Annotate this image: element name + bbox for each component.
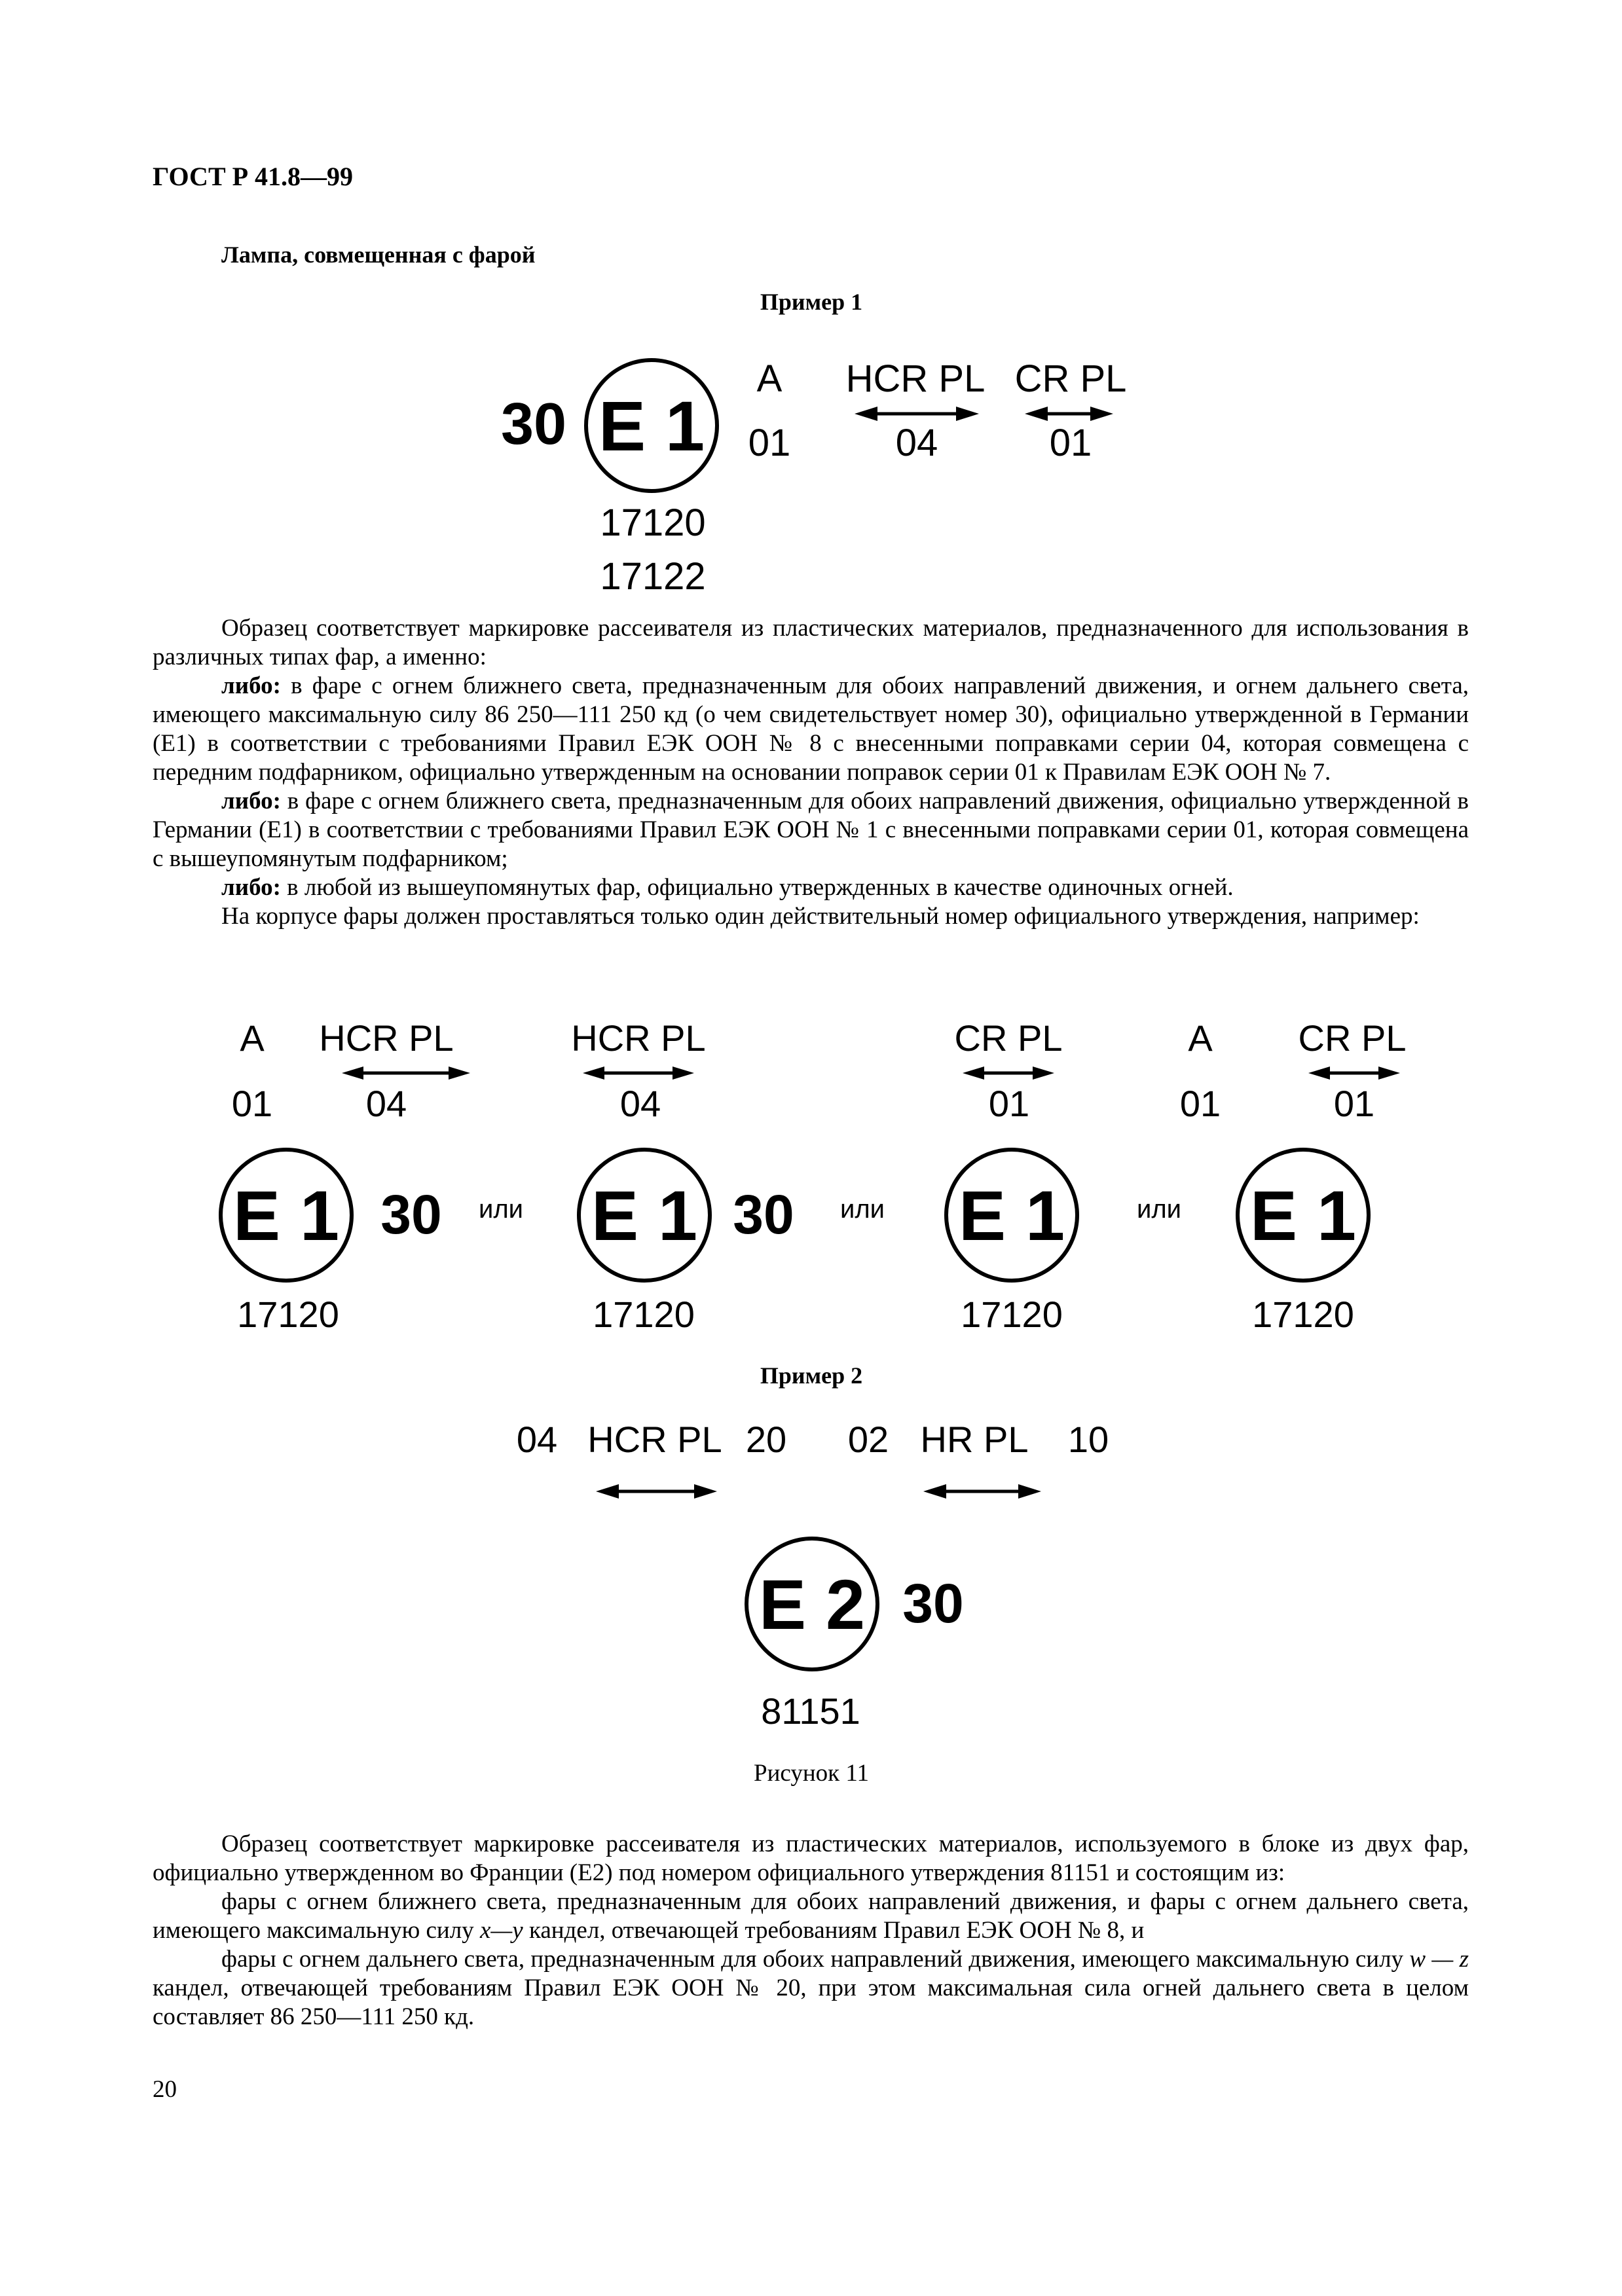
example2-marking (498, 1408, 1152, 1748)
example2-emblem: E 2 (758, 1565, 866, 1644)
example1-approval-1: 17120 (600, 501, 706, 544)
example2-g2-right: 10 (1067, 1419, 1109, 1460)
variant-1 (221, 1017, 523, 1335)
variants-row (196, 1008, 1441, 1349)
variant-1-emblem: E 1 (232, 1176, 340, 1255)
double-arrow-icon (923, 1484, 1041, 1499)
example1-marking (458, 327, 1179, 602)
variant-2-group-label: HCR PL (571, 1017, 706, 1059)
paragraph-1-either-2: либо: в фаре с огнем ближнего света, предназначенным для обоих направлений движения, официально утвержденной в Германии (E1) в соответствии с требованиями Правил ЕЭК ООН № 1 с внесенными поправками серии 01, которая совмещена с вышеупомянутым подфарником; (153, 788, 1469, 872)
variant-2-emblem: E 1 (591, 1176, 698, 1255)
paragraph-1-either-1: либо: в фаре с огнем ближнего света, предназначенным для обоих направлений движения, и огнем дальнего света, имеющего максимальную силу 86 250—111 250 кд (о чем свидетельствует номер 30), официально утвержденной в Германии (E1) в соответствии с требованиями Правил ЕЭК ООН № 8 с внесенными поправками серии 04, которая совмещена с передним подфарником, официально утвержденным на основании поправок серии 01 к Правилам ЕЭК ООН № 7. (153, 672, 1469, 786)
example2-g1-left: 04 (516, 1419, 558, 1460)
separator-ili: или (478, 1195, 524, 1224)
variant-1-approval: 17120 (237, 1294, 339, 1335)
variant-3-group-code: 01 (988, 1083, 1030, 1124)
variant-2-group-code: 04 (619, 1083, 661, 1124)
separator-ili: или (1136, 1195, 1182, 1224)
example1-group1-code: 04 (895, 422, 938, 464)
example2-g2-label: HR PL (920, 1419, 1029, 1460)
variant-4-group-code: 01 (1333, 1083, 1375, 1124)
variant-1-class-code: 01 (231, 1083, 273, 1124)
double-arrow-icon (596, 1484, 717, 1499)
paragraph-2-intro: Образец соответствует маркировке рассеивателя из пластических материалов, используемого в блоке из двух фар, официально утвержденном во Франции (E2) под номером официального утверждения 81151 и состоящим из: (153, 1831, 1469, 1886)
variant-4-approval: 17120 (1252, 1294, 1354, 1335)
variant-4-class-code: 01 (1179, 1083, 1221, 1124)
double-arrow-icon (855, 407, 979, 421)
variant-3-emblem: E 1 (958, 1176, 1065, 1255)
separator-ili: или (839, 1195, 885, 1224)
example2-approval: 81151 (761, 1690, 860, 1732)
paragraph-2 (153, 1830, 1469, 2032)
variant-1-group-code: 04 (365, 1083, 407, 1124)
variant-2-number: 30 (733, 1184, 794, 1245)
paragraph-1 (153, 614, 1469, 931)
paragraph-1-note: На корпусе фары должен проставляться только один действительный номер официального утверждения, например: (221, 903, 1420, 930)
example1-label: Пример 1 (760, 289, 863, 315)
variant-1-group-label: HCR PL (319, 1017, 454, 1059)
example1-class-code: 01 (748, 422, 791, 464)
example2-g1-label: HCR PL (587, 1419, 722, 1460)
variant-3 (946, 1017, 1181, 1335)
double-arrow-icon (342, 1066, 470, 1080)
variant-3-group-label: CR PL (954, 1017, 1063, 1059)
example2-g1-right: 20 (745, 1419, 787, 1460)
example1-approval-2: 17122 (600, 555, 706, 598)
variant-4-emblem: E 1 (1249, 1176, 1357, 1255)
double-arrow-icon (963, 1066, 1054, 1080)
section-title: Лампа, совмещенная с фарой (221, 242, 536, 268)
document-header: ГОСТ Р 41.8—99 (153, 162, 354, 191)
example1-class-letter: A (756, 357, 783, 400)
paragraph-1-either-3: либо: в любой из вышеупомянутых фар, официально утвержденных в качестве одиночных огней. (221, 874, 1234, 901)
example2-label: Пример 2 (760, 1362, 863, 1389)
example1-group2-label: CR PL (1014, 357, 1127, 400)
double-arrow-icon (1308, 1066, 1400, 1080)
variant-1-number: 30 (380, 1184, 442, 1245)
variant-4-class-letter: A (1188, 1017, 1213, 1059)
paragraph-2-item-2: фары с огнем дальнего света, предназначенным для обоих направлений движения, имеющего максимальную силу w — z кандел, отвечающей требованиям Правил ЕЭК ООН № 20, при этом максимальная сила огней дальнего света в целом составляет 86 250—111 250 кд. (153, 1946, 1469, 2030)
paragraph-2-item-1: фары с огнем ближнего света, предназначенным для обоих направлений движения, и фары с огнем дальнего света, имеющего максимальную силу x—y кандел, отвечающей требованиям Правил ЕЭК ООН № 8, и (153, 1888, 1469, 1944)
example2-number: 30 (902, 1573, 964, 1634)
example1-group1-label: HCR PL (845, 357, 986, 400)
variant-2-approval: 17120 (593, 1294, 695, 1335)
variant-4 (1180, 1017, 1407, 1335)
example1-emblem: E 1 (598, 386, 705, 465)
double-arrow-icon (583, 1066, 694, 1080)
variant-1-class-letter: A (240, 1017, 265, 1059)
example1-number-left: 30 (500, 392, 567, 457)
variant-2 (571, 1017, 885, 1335)
page-number: 20 (153, 2076, 177, 2103)
double-arrow-icon (1025, 407, 1113, 421)
variant-4-group-label: CR PL (1298, 1017, 1407, 1059)
paragraph-1-intro: Образец соответствует маркировке рассеивателя из пластических материалов, предназначенного для использования в различных типах фар, а именно: (153, 615, 1469, 670)
variant-3-approval: 17120 (961, 1294, 1063, 1335)
example1-group2-code: 01 (1049, 422, 1092, 464)
example2-g2-left: 02 (847, 1419, 889, 1460)
figure-caption: Рисунок 11 (754, 1760, 869, 1787)
